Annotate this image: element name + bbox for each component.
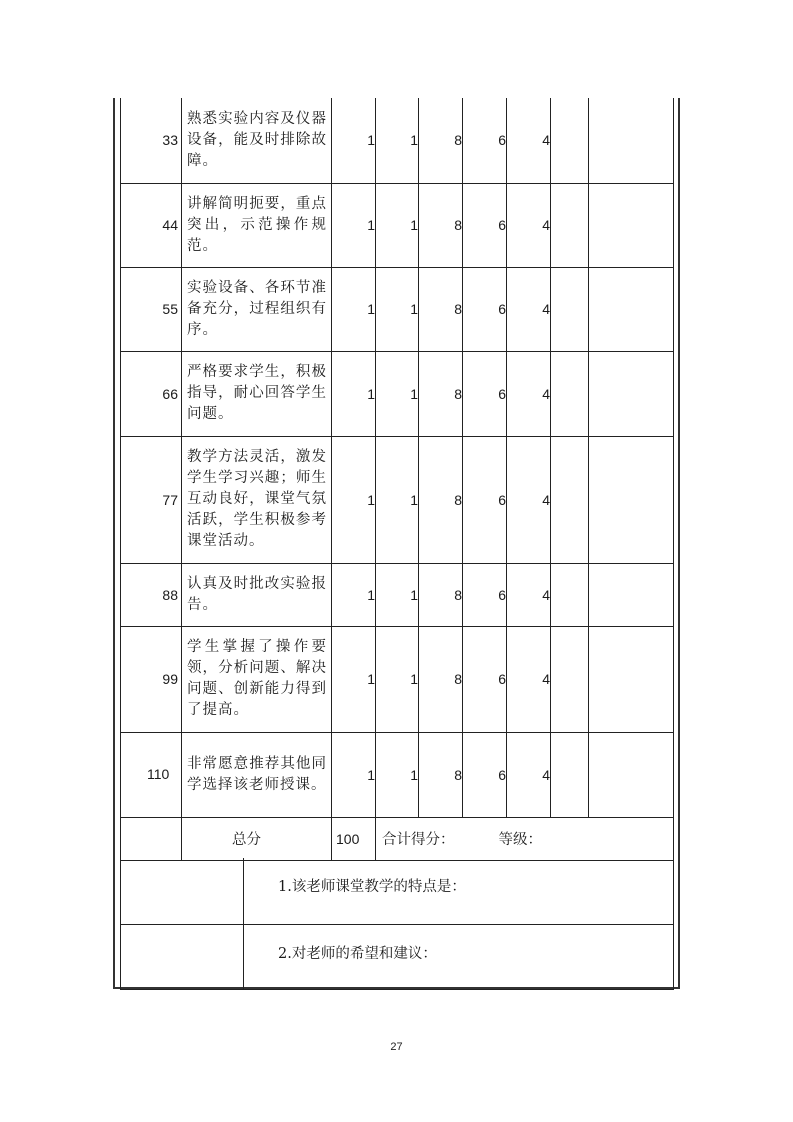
score-cell: 6 bbox=[463, 98, 507, 183]
score-cell: 4 bbox=[507, 563, 551, 626]
blank-cell bbox=[551, 436, 589, 563]
score-cell: 1 bbox=[332, 183, 376, 267]
total-summary bbox=[376, 817, 674, 860]
score-cell: 6 bbox=[463, 267, 507, 351]
item-description: 教学方法灵活，激发学生学习兴趣；师生互动良好，课堂气氛活跃，学生积极参考课堂活动。 bbox=[182, 436, 332, 563]
blank-cell bbox=[589, 563, 674, 626]
page-number: 27 bbox=[390, 1041, 403, 1053]
item-description: 严格要求学生，积极指导，耐心回答学生问题。 bbox=[182, 351, 332, 436]
score-cell: 6 bbox=[463, 351, 507, 436]
score-cell: 8 bbox=[419, 183, 463, 267]
score-cell: 1 bbox=[332, 267, 376, 351]
score-cell: 4 bbox=[507, 267, 551, 351]
score-cell: 8 bbox=[419, 626, 463, 732]
item-description: 讲解简明扼要，重点突出，示范操作规范。 bbox=[182, 183, 332, 267]
score-cell: 1 bbox=[376, 732, 419, 817]
score-cell: 8 bbox=[419, 98, 463, 183]
item-description: 学生掌握了操作要领，分析问题、解决问题、创新能力得到了提高。 bbox=[182, 626, 332, 732]
score-cell: 4 bbox=[507, 436, 551, 563]
score-cell: 1 bbox=[332, 98, 376, 183]
score-cell: 1 bbox=[376, 626, 419, 732]
item-number: 66 bbox=[121, 351, 182, 436]
blank-cell bbox=[589, 351, 674, 436]
suggestions-prompt: 2.对老师的希望和建议： bbox=[244, 924, 674, 989]
item-number: 44 bbox=[121, 183, 182, 267]
blank-cell bbox=[589, 183, 674, 267]
table-row bbox=[121, 351, 674, 436]
blank-cell bbox=[551, 351, 589, 436]
blank-cell bbox=[551, 98, 589, 183]
blank-cell bbox=[589, 626, 674, 732]
item-number: 88 bbox=[121, 563, 182, 626]
blank-cell bbox=[551, 732, 589, 817]
score-cell: 4 bbox=[507, 626, 551, 732]
item-number: 55 bbox=[121, 267, 182, 351]
item-number: 33 bbox=[121, 98, 182, 183]
blank-cell bbox=[551, 563, 589, 626]
score-cell: 6 bbox=[463, 183, 507, 267]
blank-cell bbox=[551, 183, 589, 267]
blank-cell bbox=[589, 267, 674, 351]
total-value: 100 bbox=[332, 817, 376, 860]
score-cell: 8 bbox=[419, 563, 463, 626]
features-prompt: 1.该老师课堂教学的特点是： bbox=[244, 858, 674, 924]
score-cell: 1 bbox=[376, 98, 419, 183]
score-cell: 1 bbox=[332, 436, 376, 563]
total-label: 总分 bbox=[182, 817, 332, 860]
score-cell: 4 bbox=[507, 183, 551, 267]
score-cell: 8 bbox=[419, 732, 463, 817]
blank-cell bbox=[121, 924, 244, 989]
blank-cell bbox=[589, 436, 674, 563]
score-cell: 1 bbox=[332, 351, 376, 436]
score-cell: 8 bbox=[419, 267, 463, 351]
comment-row bbox=[121, 924, 674, 989]
blank-cell bbox=[121, 817, 182, 860]
grade-label: 等级： bbox=[498, 832, 542, 848]
item-number: 99 bbox=[121, 626, 182, 732]
item-description: 实验设备、各环节准备充分，过程组织有序。 bbox=[182, 267, 332, 351]
table-row bbox=[121, 626, 674, 732]
comment-table bbox=[120, 858, 674, 990]
score-cell: 6 bbox=[463, 436, 507, 563]
item-description: 非常愿意推荐其他同学选择该老师授课。 bbox=[182, 732, 332, 817]
score-cell: 1 bbox=[332, 563, 376, 626]
score-cell: 4 bbox=[507, 351, 551, 436]
sum-label: 合计得分： bbox=[382, 832, 455, 848]
item-description: 熟悉实验内容及仪器设备，能及时排除故障。 bbox=[182, 98, 332, 183]
score-cell: 6 bbox=[463, 626, 507, 732]
evaluation-table bbox=[120, 98, 674, 861]
blank-cell bbox=[551, 267, 589, 351]
score-cell: 1 bbox=[332, 626, 376, 732]
table-row bbox=[121, 732, 674, 817]
score-cell: 8 bbox=[419, 436, 463, 563]
total-row bbox=[121, 817, 674, 860]
item-number: 77 bbox=[121, 436, 182, 563]
score-cell: 4 bbox=[507, 732, 551, 817]
score-cell: 1 bbox=[376, 267, 419, 351]
comment-row bbox=[121, 858, 674, 924]
score-cell: 8 bbox=[419, 351, 463, 436]
score-cell: 1 bbox=[376, 183, 419, 267]
score-cell: 4 bbox=[507, 98, 551, 183]
item-description: 认真及时批改实验报告。 bbox=[182, 563, 332, 626]
score-cell: 1 bbox=[376, 436, 419, 563]
score-cell: 6 bbox=[463, 732, 507, 817]
table-row bbox=[121, 267, 674, 351]
score-cell: 6 bbox=[463, 563, 507, 626]
blank-cell bbox=[551, 626, 589, 732]
blank-cell bbox=[121, 858, 244, 924]
blank-cell bbox=[589, 732, 674, 817]
table-row bbox=[121, 436, 674, 563]
score-cell: 1 bbox=[376, 563, 419, 626]
item-number: 110 bbox=[121, 732, 182, 817]
table-row bbox=[121, 98, 674, 183]
score-cell: 1 bbox=[376, 351, 419, 436]
table-row bbox=[121, 563, 674, 626]
table-row bbox=[121, 183, 674, 267]
blank-cell bbox=[589, 98, 674, 183]
score-cell: 1 bbox=[332, 732, 376, 817]
